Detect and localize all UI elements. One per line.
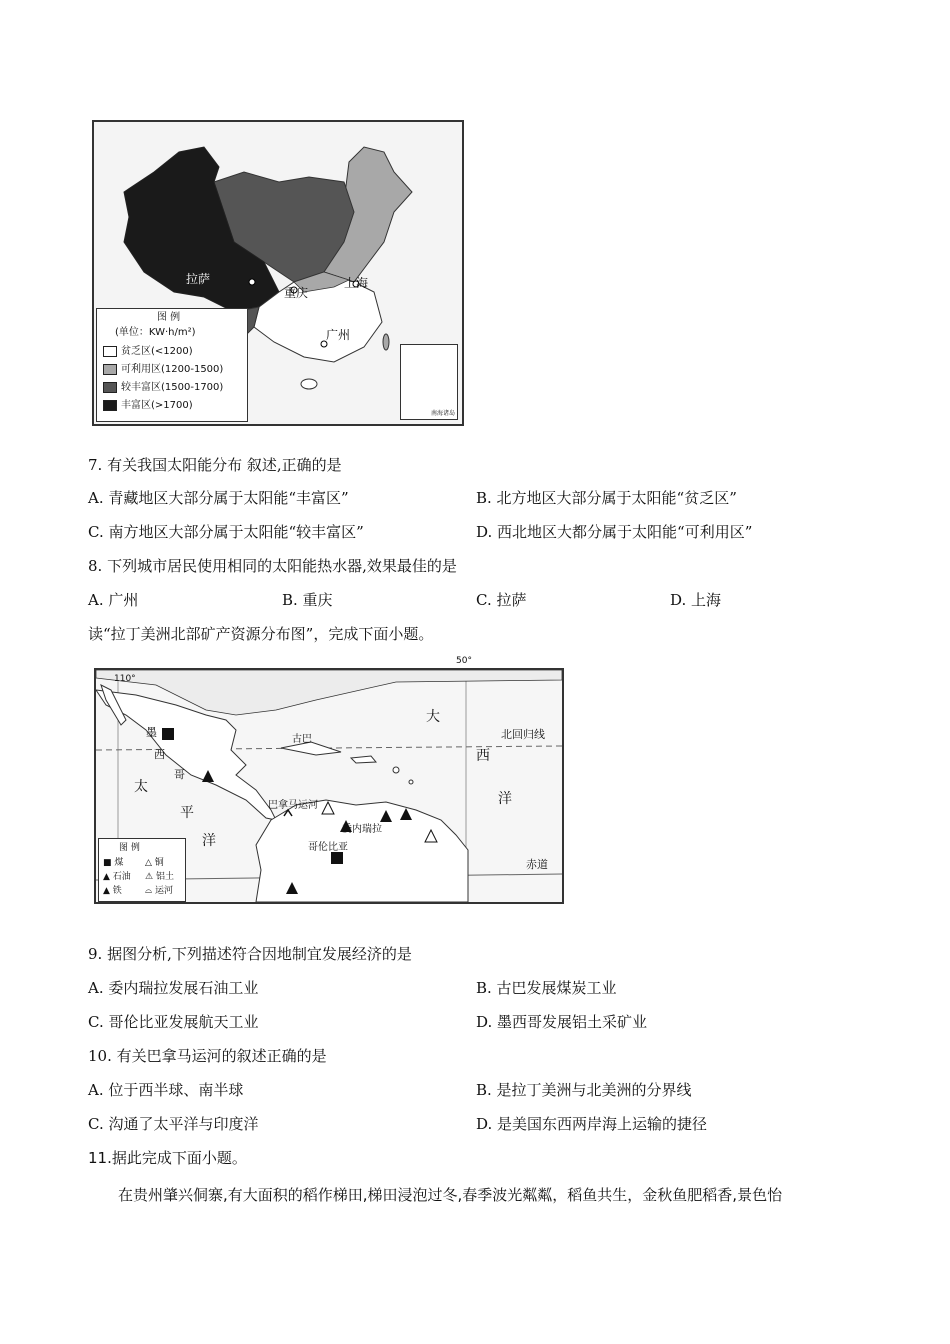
legend-coal: ■ 煤 bbox=[103, 858, 124, 868]
q9-option-d[interactable]: D. 墨西哥发展铝土采矿业 bbox=[476, 1013, 648, 1031]
tropic-label: 北回归线 bbox=[501, 728, 545, 741]
legend-label: 贫乏区(<1200) bbox=[121, 346, 193, 357]
q7-option-c[interactable]: C. 南方地区大部分属于太阳能“较丰富区” bbox=[88, 523, 364, 541]
legend-label: 铜 bbox=[154, 858, 164, 868]
legend-label: 铝土 bbox=[155, 872, 174, 882]
q8-stem: 8. 下列城市居民使用相同的太阳能热水器,效果最佳的是 bbox=[88, 557, 457, 575]
legend-swatch bbox=[103, 382, 117, 393]
q11-stem: 11.据此完成下面小题。 bbox=[88, 1149, 247, 1167]
map1-legend bbox=[96, 308, 248, 422]
city-lhasa: 拉萨 bbox=[186, 272, 211, 286]
lon-110: 110° bbox=[114, 674, 136, 684]
cuba-label: 古巴 bbox=[292, 734, 312, 745]
atlantic-2: 西 bbox=[476, 748, 490, 764]
mexico-2: 西 bbox=[154, 748, 165, 761]
legend-swatch bbox=[103, 400, 117, 411]
legend-copper: △ 铜 bbox=[145, 858, 164, 868]
mexico-1: 墨 bbox=[146, 726, 157, 739]
map2-legend bbox=[98, 838, 186, 902]
q11-passage: 在贵州肇兴侗寨,有大面积的稻作梯田,梯田浸泡过冬,春季波光粼粼，稻鱼共生，金秋鱼肥稻香,景色怡 bbox=[118, 1186, 783, 1204]
legend-item-usable bbox=[103, 363, 223, 377]
q7-stem: 7. 有关我国太阳能分布 叙述,正确的是 bbox=[88, 456, 342, 474]
legend-item-richest bbox=[103, 399, 193, 413]
q7-option-a[interactable]: A. 青藏地区大部分属于太阳能“丰富区” bbox=[88, 489, 349, 507]
q8-option-a[interactable]: A. 广州 bbox=[88, 591, 139, 609]
legend-label: 铁 bbox=[112, 886, 122, 896]
latin-america-map bbox=[94, 668, 564, 904]
south-china-sea-inset bbox=[400, 344, 458, 420]
q7-option-b[interactable]: B. 北方地区大部分属于太阳能“贫乏区” bbox=[476, 489, 737, 507]
atlantic-1: 大 bbox=[426, 709, 440, 725]
q10-option-b[interactable]: B. 是拉丁美洲与北美洲的分界线 bbox=[476, 1081, 692, 1099]
q10-option-c[interactable]: C. 沟通了太平洋与印度洋 bbox=[88, 1115, 259, 1133]
legend-item-rich bbox=[103, 381, 223, 395]
pacific-2: 平 bbox=[180, 805, 194, 821]
q10-stem: 10. 有关巴拿马运河的叙述正确的是 bbox=[88, 1047, 327, 1065]
panama-label: 巴拿马运河 bbox=[268, 800, 318, 811]
q8-option-b[interactable]: B. 重庆 bbox=[282, 591, 333, 609]
map2-legend-title: 图 例 bbox=[119, 843, 140, 853]
atlantic-3: 洋 bbox=[498, 791, 512, 807]
city-chongqing: 重庆 bbox=[284, 286, 309, 300]
lon-50: 50° bbox=[456, 656, 472, 666]
legend-title: 图 例 bbox=[157, 312, 181, 323]
legend-swatch bbox=[103, 364, 117, 375]
legend-label: 丰富区(>1700) bbox=[121, 400, 193, 411]
china-solar-map bbox=[92, 120, 464, 426]
legend-iron: ▲ 铁 bbox=[103, 886, 122, 896]
colombia-label: 哥伦比亚 bbox=[308, 842, 348, 853]
equator-label: 赤道 bbox=[526, 858, 548, 871]
pacific-3: 洋 bbox=[202, 833, 216, 849]
map2-intro: 读“拉丁美洲北部矿产资源分布图”，完成下面小题。 bbox=[88, 625, 434, 643]
city-guangzhou: 广州 bbox=[326, 328, 351, 342]
q9-stem: 9. 据图分析,下列描述符合因地制宜发展经济的是 bbox=[88, 945, 412, 963]
q9-option-a[interactable]: A. 委内瑞拉发展石油工业 bbox=[88, 979, 259, 997]
legend-label: 石油 bbox=[112, 872, 131, 882]
legend-label: 煤 bbox=[114, 858, 124, 868]
q9-option-c[interactable]: C. 哥伦比亚发展航天工业 bbox=[88, 1013, 259, 1031]
legend-swatch bbox=[103, 346, 117, 357]
pacific-1: 太 bbox=[134, 779, 148, 795]
mexico-3: 哥 bbox=[174, 768, 185, 781]
city-shanghai: 上海 bbox=[344, 276, 369, 290]
inset-label: 南海诸岛 bbox=[430, 410, 455, 417]
legend-canal: ⌓ 运河 bbox=[145, 886, 173, 896]
legend-label: 运河 bbox=[154, 886, 173, 896]
q10-option-d[interactable]: D. 是美国东西两岸海上运输的捷径 bbox=[476, 1115, 708, 1133]
venezuela-label: 委内瑞拉 bbox=[342, 824, 382, 835]
legend-item-poor bbox=[103, 345, 193, 359]
q7-option-d[interactable]: D. 西北地区大都分属于太阳能“可利用区” bbox=[476, 523, 753, 541]
legend-unit: (单位：KW·h/m²) bbox=[115, 327, 196, 338]
legend-label: 可利用区(1200-1500) bbox=[121, 364, 224, 375]
legend-bauxite: ⚠ 铝土 bbox=[145, 872, 174, 882]
legend-oil: ▲ 石油 bbox=[103, 872, 131, 882]
q8-option-d[interactable]: D. 上海 bbox=[670, 591, 722, 609]
q10-option-a[interactable]: A. 位于西半球、南半球 bbox=[88, 1081, 244, 1099]
q8-option-c[interactable]: C. 拉萨 bbox=[476, 591, 527, 609]
q9-option-b[interactable]: B. 古巴发展煤炭工业 bbox=[476, 979, 617, 997]
legend-label: 较丰富区(1500-1700) bbox=[121, 382, 224, 393]
